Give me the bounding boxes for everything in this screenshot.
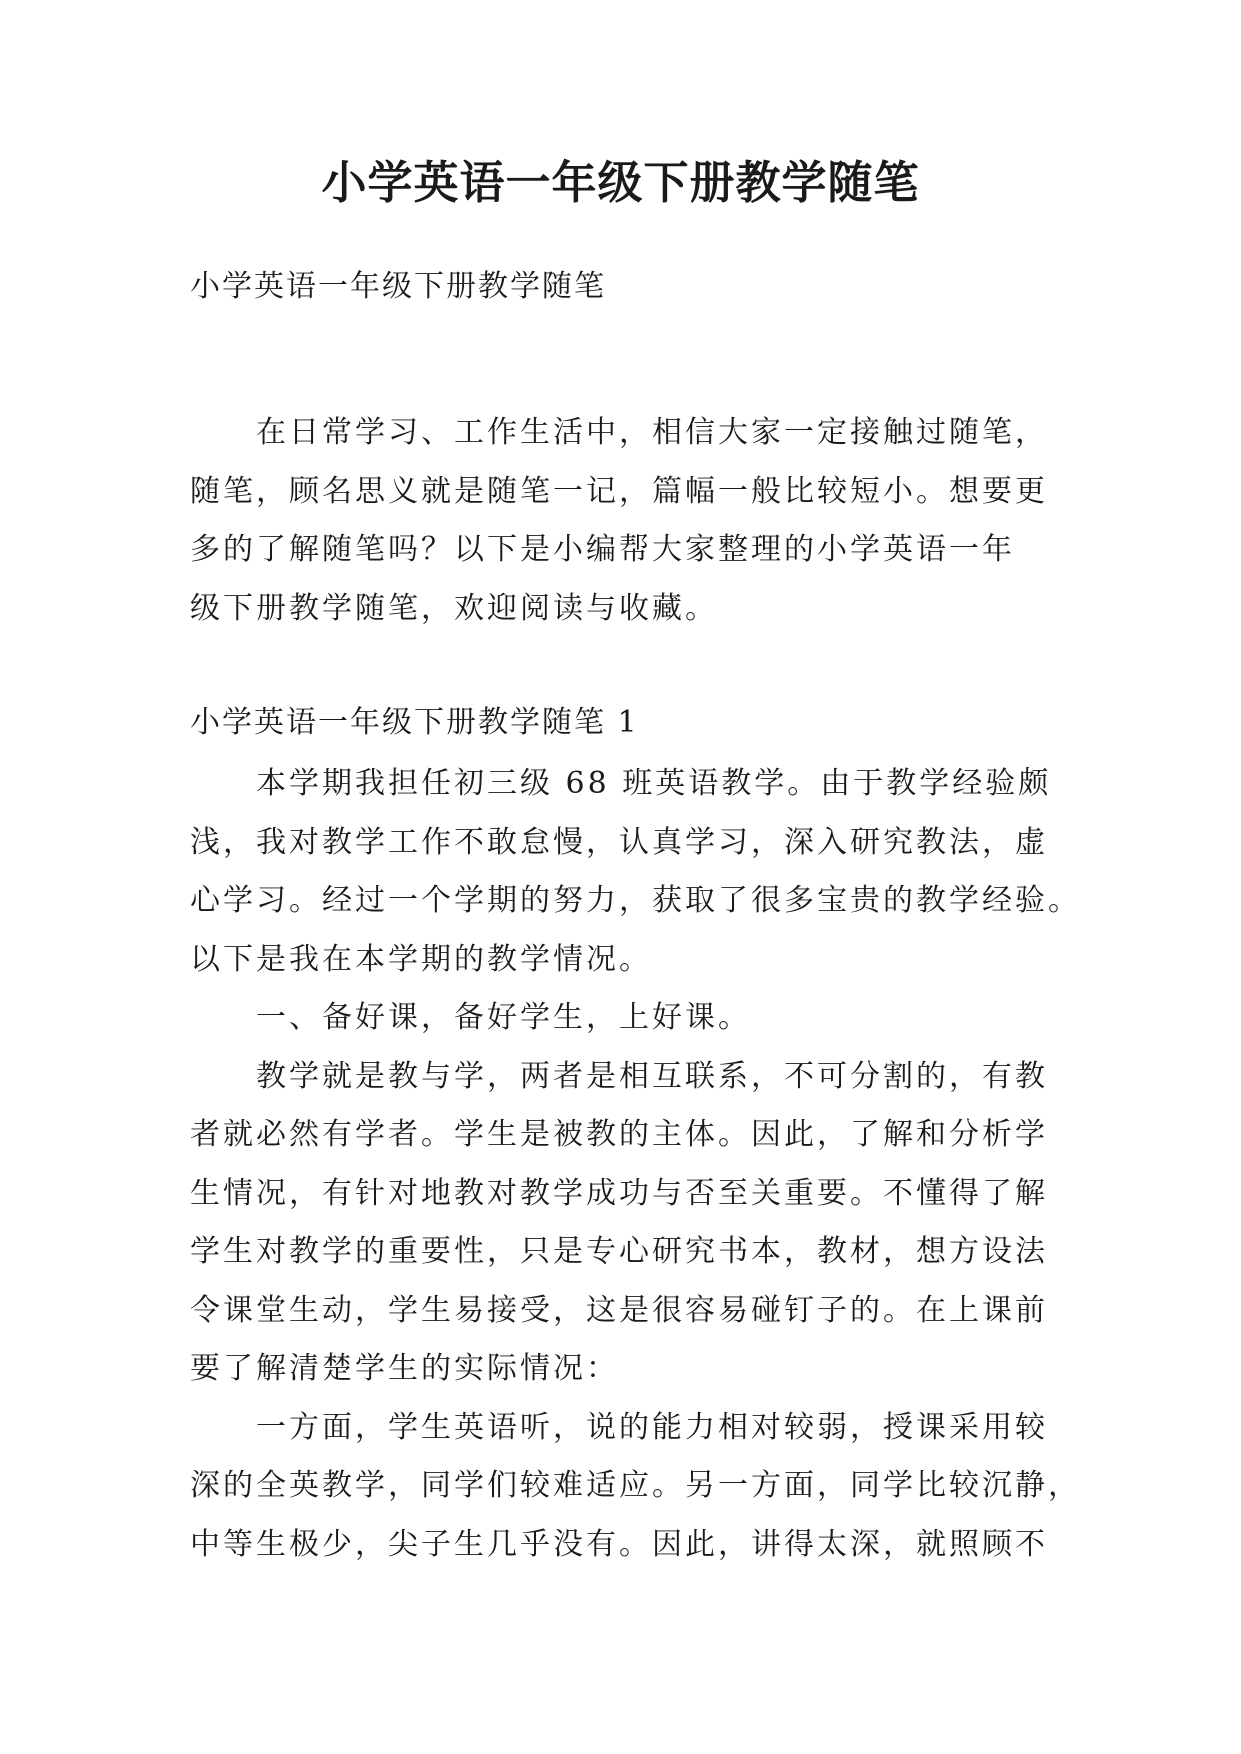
text-line: 浅，我对教学工作不敢怠慢，认真学习，深入研究教法，虚 (190, 824, 1048, 860)
text-line: 教学就是教与学，两者是相互联系，不可分割的，有教 (256, 1058, 1048, 1094)
list-heading: 一、备好课，备好学生，上好课。 (256, 1000, 751, 1035)
text-line: 要了解清楚学生的实际情况： (190, 1351, 619, 1386)
text-line: 一方面，学生英语听，说的能力相对较弱，授课采用较 (256, 1409, 1048, 1445)
text-line: 级下册教学随笔，欢迎阅读与收藏。 (190, 590, 718, 626)
text-line: 以下是我在本学期的教学情况。 (190, 941, 652, 977)
body-paragraphs (190, 755, 1081, 1574)
text-line: 中等生极少，尖子生几乎没有。因此，讲得太深，就照顾不 (190, 1526, 1048, 1562)
section-heading: 小学英语一年级下册教学随笔 1 (190, 705, 639, 740)
document-subtitle: 小学英语一年级下册教学随笔 (190, 269, 606, 304)
text-line: 深的全英教学，同学们较难适应。另一方面，同学比较沉静， (190, 1468, 1081, 1503)
text-line: 令课堂生动，学生易接受，这是很容易碰钉子的。在上课前 (190, 1292, 1048, 1328)
text-line: 者就必然有学者。学生是被教的主体。因此，了解和分析学 (190, 1117, 1048, 1152)
text-line: 心学习。经过一个学期的努力，获取了很多宝贵的教学经验。 (190, 883, 1081, 918)
text-line: 生情况，有针对地教对教学成功与否至关重要。不懂得了解 (190, 1175, 1048, 1211)
text-line: 本学期我担任初三级 68 班英语教学。由于教学经验颇 (256, 766, 1052, 801)
text-line: 在日常学习、工作生活中，相信大家一定接触过随笔， (256, 415, 1048, 450)
text-line: 学生对教学的重要性，只是专心研究书本，教材，想方设法 (190, 1234, 1048, 1269)
page-title: 小学英语一年级下册教学随笔 (321, 156, 920, 209)
text-line: 多的了解随笔吗？以下是小编帮大家整理的小学英语一年 (190, 532, 1015, 567)
text-line: 随笔，顾名思义就是随笔一记，篇幅一般比较短小。想要更 (190, 473, 1048, 509)
intro-paragraph (190, 404, 1070, 638)
